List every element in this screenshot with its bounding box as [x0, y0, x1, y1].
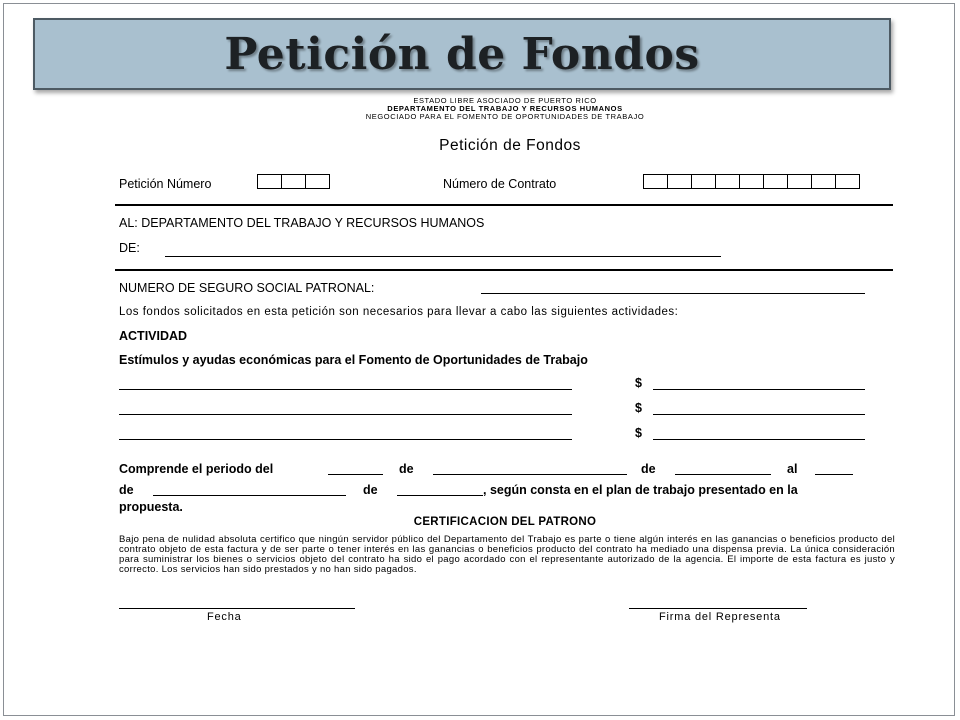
digit-box[interactable]	[739, 174, 764, 189]
cert-text: Bajo pena de nulidad absoluta certifico que ningún servidor público del Departamento del Trabajo es parte o tiene algún interés en las ganancias o beneficios producto del contrato objeto de esta factura y de ser parte o tener interés en las ganancias o beneficios producto del contrato ha mediado una dispensa previa. La única consideración para suministrar los bienes o servicios objeto del contrato ha sido el pago acordado con el representante autorizado de la agencia. El importe de esta factura es justo y correcto. Los servicios han sido prestados y no han sido pagados.	[119, 534, 895, 575]
dollar-sign: $	[635, 401, 642, 415]
amount-line-3[interactable]	[653, 439, 865, 440]
title-banner	[33, 18, 891, 90]
periodo-field[interactable]	[675, 474, 771, 475]
digit-box[interactable]	[281, 174, 306, 189]
digit-box[interactable]	[257, 174, 282, 189]
header-line-1: ESTADO LIBRE ASOCIADO DE PUERTO RICO	[413, 96, 597, 105]
divider	[115, 204, 893, 206]
dollar-sign: $	[635, 376, 642, 390]
header-line-2: DEPARTAMENTO DEL TRABAJO Y RECURSOS HUMANOS	[387, 104, 623, 113]
digit-box[interactable]	[787, 174, 812, 189]
periodo-de-3: de	[119, 483, 134, 497]
periodo-al: al	[787, 462, 798, 476]
fecha-line[interactable]	[119, 608, 355, 609]
amount-line-2[interactable]	[653, 414, 865, 415]
digit-box[interactable]	[643, 174, 668, 189]
activity-line-2[interactable]	[119, 414, 572, 415]
firma-label: Firma del Representa	[659, 611, 781, 623]
form-title: Petición de Fondos	[439, 137, 581, 154]
numero-contrato-label: Número de Contrato	[443, 177, 557, 191]
periodo-de-1: de	[399, 462, 414, 476]
amount-line-1[interactable]	[653, 389, 865, 390]
periodo-segun: , según consta en el plan de trabajo presentado en la	[483, 483, 798, 497]
periodo-de-2: de	[641, 462, 656, 476]
fecha-label: Fecha	[207, 611, 242, 623]
dollar-sign: $	[635, 426, 642, 440]
digit-box[interactable]	[763, 174, 788, 189]
digit-box[interactable]	[691, 174, 716, 189]
digit-box[interactable]	[667, 174, 692, 189]
periodo-propuesta: propuesta.	[119, 500, 183, 514]
numero-contrato-boxes[interactable]	[643, 174, 860, 189]
peticion-numero-boxes[interactable]	[257, 174, 330, 189]
divider	[115, 269, 893, 271]
peticion-numero-label: Petición Número	[119, 177, 212, 191]
seguro-social-field[interactable]	[481, 293, 865, 294]
fondos-text: Los fondos solicitados en esta petición son necesarios para llevar a cabo las siguientes actividades:	[119, 306, 679, 318]
al-label: AL: DEPARTAMENTO DEL TRABAJO Y RECURSOS HUMANOS	[119, 216, 485, 230]
digit-box[interactable]	[811, 174, 836, 189]
periodo-field[interactable]	[153, 495, 346, 496]
periodo-comprende: Comprende el periodo del	[119, 462, 274, 476]
periodo-field[interactable]	[328, 474, 383, 475]
actividad-heading: ACTIVIDAD	[119, 329, 188, 343]
activity-line-1[interactable]	[119, 389, 572, 390]
cert-title: CERTIFICACION DEL PATRONO	[413, 516, 597, 528]
form-document	[115, 90, 895, 720]
de-label: DE:	[119, 241, 140, 255]
digit-box[interactable]	[305, 174, 330, 189]
firma-line[interactable]	[629, 608, 807, 609]
digit-box[interactable]	[835, 174, 860, 189]
periodo-field[interactable]	[433, 474, 627, 475]
activity-line-3[interactable]	[119, 439, 572, 440]
slide-title: Petición de Fondos	[224, 28, 700, 80]
de-field[interactable]	[165, 256, 721, 257]
seguro-social-label: NUMERO DE SEGURO SOCIAL PATRONAL:	[119, 281, 375, 295]
digit-box[interactable]	[715, 174, 740, 189]
periodo-field[interactable]	[815, 474, 853, 475]
periodo-field[interactable]	[397, 495, 483, 496]
estimulos-heading: Estímulos y ayudas económicas para el Fomento de Oportunidades de Trabajo	[119, 353, 588, 367]
periodo-de-4: de	[363, 483, 378, 497]
header-line-3: NEGOCIADO PARA EL FOMENTO DE OPORTUNIDADES DE TRABAJO	[365, 112, 645, 121]
